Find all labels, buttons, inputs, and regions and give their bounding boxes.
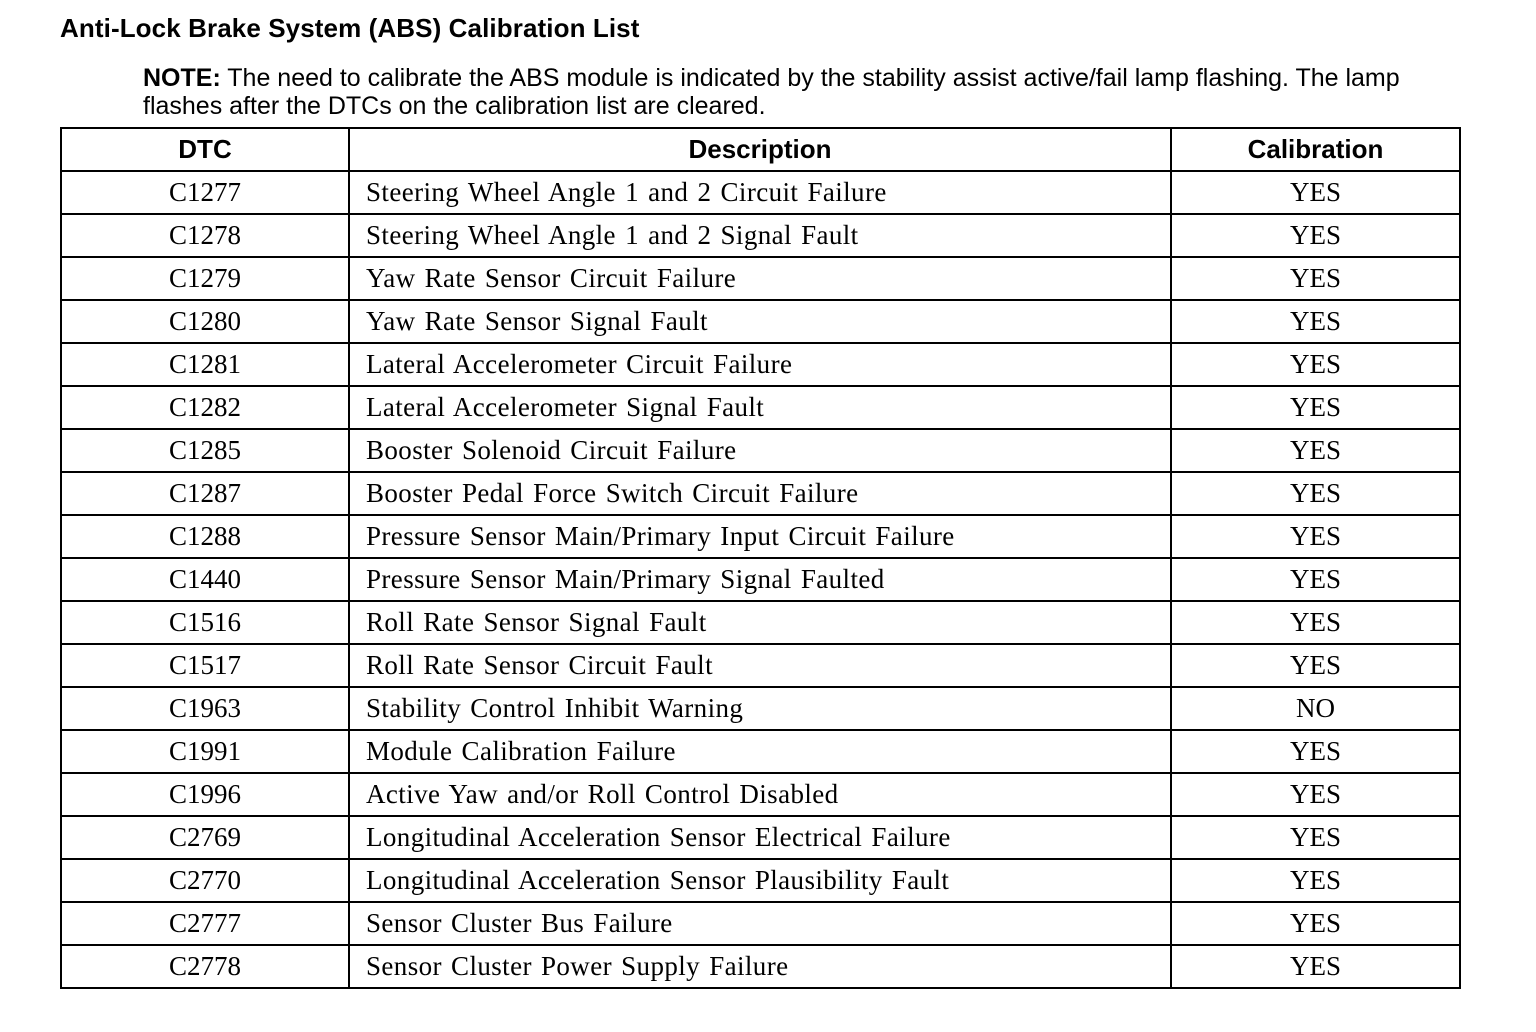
- page-title: Anti-Lock Brake System (ABS) Calibration List: [60, 13, 640, 43]
- description-cell: Roll Rate Sensor Signal Fault: [349, 601, 1171, 644]
- table-row: [61, 816, 1460, 859]
- description-cell: Sensor Cluster Power Supply Failure: [349, 945, 1171, 988]
- header-description: Description: [349, 128, 1171, 171]
- calibration-cell: YES: [1171, 515, 1460, 558]
- table-row: [61, 945, 1460, 988]
- note-text: The need to calibrate the ABS module is indicated by the stability assist active/fail lamp flashing. The lamp flashes after the DTCs on the calibration list are cleared.: [143, 64, 1400, 120]
- table-row: [61, 859, 1460, 902]
- description-cell: Sensor Cluster Bus Failure: [349, 902, 1171, 945]
- calibration-cell: YES: [1171, 300, 1460, 343]
- calibration-cell: YES: [1171, 214, 1460, 257]
- calibration-cell: YES: [1171, 386, 1460, 429]
- dtc-cell: C1280: [61, 300, 349, 343]
- calibration-table: [60, 127, 1461, 989]
- calibration-cell: YES: [1171, 257, 1460, 300]
- calibration-cell: YES: [1171, 644, 1460, 687]
- table-row: [61, 644, 1460, 687]
- dtc-cell: C2778: [61, 945, 349, 988]
- dtc-cell: C2777: [61, 902, 349, 945]
- description-cell: Booster Pedal Force Switch Circuit Failure: [349, 472, 1171, 515]
- description-cell: Active Yaw and/or Roll Control Disabled: [349, 773, 1171, 816]
- calibration-cell: YES: [1171, 945, 1460, 988]
- calibration-cell: YES: [1171, 730, 1460, 773]
- note: [143, 64, 1463, 120]
- table-header-row: [61, 128, 1460, 171]
- dtc-cell: C1440: [61, 558, 349, 601]
- dtc-cell: C2770: [61, 859, 349, 902]
- table-row: [61, 773, 1460, 816]
- table-row: [61, 214, 1460, 257]
- dtc-cell: C1277: [61, 171, 349, 214]
- table-row: [61, 558, 1460, 601]
- dtc-cell: C1278: [61, 214, 349, 257]
- dtc-cell: C1282: [61, 386, 349, 429]
- description-cell: Pressure Sensor Main/Primary Input Circuit Failure: [349, 515, 1171, 558]
- table-row: [61, 300, 1460, 343]
- calibration-cell: YES: [1171, 601, 1460, 644]
- dtc-cell: C2769: [61, 816, 349, 859]
- description-cell: Yaw Rate Sensor Circuit Failure: [349, 257, 1171, 300]
- dtc-cell: C1285: [61, 429, 349, 472]
- calibration-cell: YES: [1171, 472, 1460, 515]
- description-cell: Lateral Accelerometer Circuit Failure: [349, 343, 1171, 386]
- calibration-cell: NO: [1171, 687, 1460, 730]
- calibration-cell: YES: [1171, 171, 1460, 214]
- description-cell: Pressure Sensor Main/Primary Signal Faulted: [349, 558, 1171, 601]
- description-cell: Longitudinal Acceleration Sensor Plausibility Fault: [349, 859, 1171, 902]
- calibration-cell: YES: [1171, 902, 1460, 945]
- calibration-cell: YES: [1171, 343, 1460, 386]
- table-row: [61, 171, 1460, 214]
- description-cell: Yaw Rate Sensor Signal Fault: [349, 300, 1171, 343]
- dtc-cell: C1281: [61, 343, 349, 386]
- header-calibration: Calibration: [1171, 128, 1460, 171]
- description-cell: Lateral Accelerometer Signal Fault: [349, 386, 1171, 429]
- calibration-cell: YES: [1171, 773, 1460, 816]
- dtc-cell: C1288: [61, 515, 349, 558]
- dtc-cell: C1996: [61, 773, 349, 816]
- table-row: [61, 472, 1460, 515]
- calibration-cell: YES: [1171, 816, 1460, 859]
- table-row: [61, 515, 1460, 558]
- description-cell: Steering Wheel Angle 1 and 2 Circuit Failure: [349, 171, 1171, 214]
- description-cell: Booster Solenoid Circuit Failure: [349, 429, 1171, 472]
- description-cell: Steering Wheel Angle 1 and 2 Signal Fault: [349, 214, 1171, 257]
- note-label: NOTE:: [143, 64, 221, 92]
- description-cell: Roll Rate Sensor Circuit Fault: [349, 644, 1171, 687]
- dtc-cell: C1517: [61, 644, 349, 687]
- description-cell: Module Calibration Failure: [349, 730, 1171, 773]
- table-row: [61, 343, 1460, 386]
- dtc-cell: C1279: [61, 257, 349, 300]
- calibration-cell: YES: [1171, 859, 1460, 902]
- header-dtc: DTC: [61, 128, 349, 171]
- table-row: [61, 730, 1460, 773]
- table-row: [61, 386, 1460, 429]
- dtc-cell: C1516: [61, 601, 349, 644]
- table-row: [61, 902, 1460, 945]
- calibration-cell: YES: [1171, 429, 1460, 472]
- table-row: [61, 601, 1460, 644]
- dtc-cell: C1963: [61, 687, 349, 730]
- dtc-cell: C1991: [61, 730, 349, 773]
- table-row: [61, 429, 1460, 472]
- dtc-cell: C1287: [61, 472, 349, 515]
- calibration-cell: YES: [1171, 558, 1460, 601]
- table-row: [61, 687, 1460, 730]
- description-cell: Longitudinal Acceleration Sensor Electrical Failure: [349, 816, 1171, 859]
- description-cell: Stability Control Inhibit Warning: [349, 687, 1171, 730]
- table-row: [61, 257, 1460, 300]
